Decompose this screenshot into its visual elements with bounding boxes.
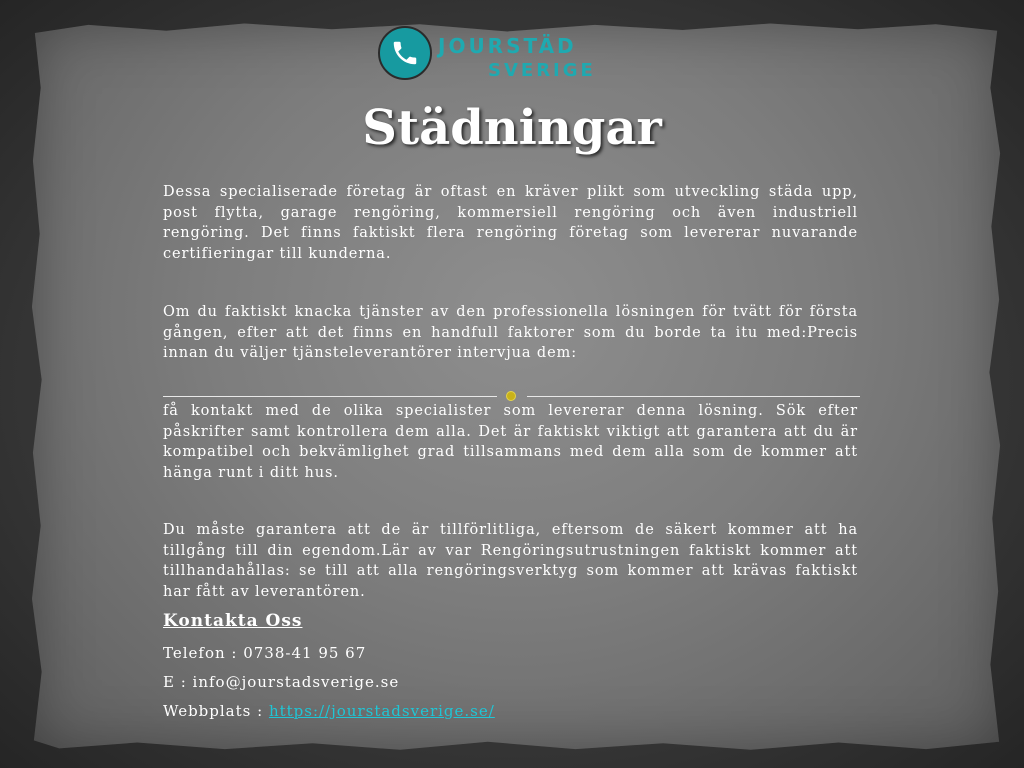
divider-line-right <box>527 396 860 397</box>
divider-line-left <box>163 396 497 397</box>
paragraph-2: Om du faktiskt knacka tjänster av den professionella lösningen för tvätt för första gången, efter att det finns en handfull faktorer som du borde ta itu med:Precis innan du väljer tjänsteleverantörer intervjua dem: <box>163 304 858 361</box>
website-label: Webbplats : <box>163 702 269 720</box>
paragraph-4: Du måste garantera att de är tillförlitliga, eftersom de säkert kommer att ha tillgång till din egendom.Lär av var Rengöringsutrustningen faktiskt kommer att tillhandahållas: se till att alla rengöringsverktyg som kommer att krävas faktiskt har fått av leverantören. <box>163 522 858 600</box>
logo-circle <box>378 26 432 80</box>
website-link[interactable]: https://jourstadsverige.se/ <box>268 702 495 720</box>
contact-email: E : info@jourstadsverige.se <box>163 673 400 691</box>
logo-text-line2: SVERIGE <box>488 60 596 81</box>
paragraph-1: Dessa specialiserade företag är oftast en kräver plikt som utveckling städa upp, post flytta, garage rengöring, kommersiell rengöring och även industriell rengöring. Det finns faktiskt flera rengöring företag som levererar nuvarande certifieringar till kunderna. <box>163 184 858 262</box>
phone-icon <box>390 38 420 68</box>
divider-dot <box>506 391 516 401</box>
contact-phone: Telefon : 0738-41 95 67 <box>163 644 367 662</box>
contact-website <box>163 702 495 720</box>
page-title: Städningar <box>362 100 662 156</box>
contact-heading: Kontakta Oss <box>163 611 303 631</box>
logo-text-line1: JOURSTÄD <box>438 34 577 58</box>
paragraph-3: få kontakt med de olika specialister som levererar denna lösning. Sök efter påskrifter samt kontrollera dem alla. Det är faktiskt viktigt att garantera att du är kompatibel och bekvämlighet grad tillsammans med dem alla som de kommer att hänga runt i ditt hus. <box>163 403 858 481</box>
logo <box>378 26 598 86</box>
